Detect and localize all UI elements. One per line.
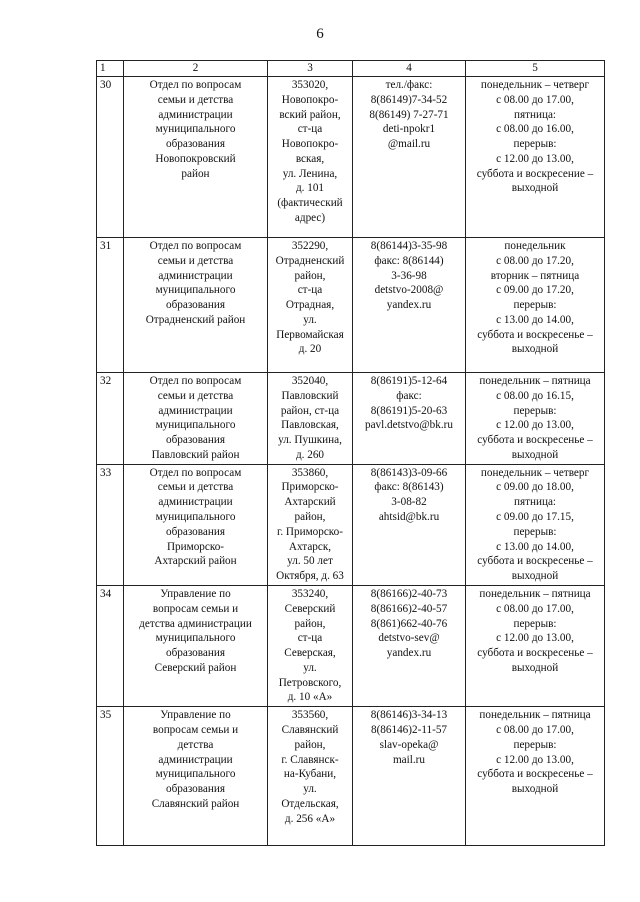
row-number: 31: [97, 238, 124, 373]
table-row: [97, 77, 605, 238]
organization-address: 353020, Новопокро- вский район, ст-ца Новопокро- вская, ул. Ленина, д. 101 (фактический адрес): [268, 77, 353, 238]
table-row: [97, 238, 605, 373]
organization-contacts: 8(86166)2-40-73 8(86166)2-40-57 8(861)662-40-76 detstvo-sev@ yandex.ru: [353, 585, 466, 706]
organization-address: 352040, Павловский район, ст-ца Павловская, ул. Пушкина, д. 260: [268, 373, 353, 465]
organization-schedule: понедельник – четверг с 08.00 до 17.00, пятница: с 08.00 до 16.00, перерыв: с 12.00 до 13.00, суббота и воскресение – выходной: [466, 77, 605, 238]
organization-contacts: 8(86144)3-35-98 факс: 8(86144) 3-36-98 detstvo-2008@ yandex.ru: [353, 238, 466, 373]
row-number: 34: [97, 585, 124, 706]
column-header: 5: [466, 61, 605, 77]
row-number: 30: [97, 77, 124, 238]
organization-contacts: 8(86191)5-12-64 факс: 8(86191)5-20-63 pavl.detstvo@bk.ru: [353, 373, 466, 465]
column-header: 4: [353, 61, 466, 77]
organization-schedule: понедельник с 08.00 до 17.20, вторник – пятница с 09.00 до 17.20, перерыв: с 13.00 до 14.00, суббота и воскресенье – выходной: [466, 238, 605, 373]
organization-contacts: тел./факс: 8(86149)7-34-52 8(86149) 7-27-71 deti-npokr1 @mail.ru: [353, 77, 466, 238]
organization-address: 353240, Северский район, ст-ца Северская, ул. Петровского, д. 10 «А»: [268, 585, 353, 706]
organization-contacts: 8(86143)3-09-66 факс: 8(86143) 3-08-82 ahtsid@bk.ru: [353, 464, 466, 585]
table-row: [97, 464, 605, 585]
column-header: 3: [268, 61, 353, 77]
organization-name: Управление по вопросам семьи и детства администрации муниципального образования Северский район: [124, 585, 268, 706]
organization-address: 352290, Отрадненский район, ст-ца Отрадная, ул. Первомайская д. 20: [268, 238, 353, 373]
organizations-table: [96, 60, 605, 846]
organization-name: Отдел по вопросам семьи и детства администрации муниципального образования Отрадненский район: [124, 238, 268, 373]
organization-name: Отдел по вопросам семьи и детства администрации муниципального образования Павловский район: [124, 373, 268, 465]
row-number: 32: [97, 373, 124, 465]
organization-schedule: понедельник – пятница с 08.00 до 17.00, перерыв: с 12.00 до 13.00, суббота и воскресенье – выходной: [466, 585, 605, 706]
table-header-row: [97, 61, 605, 77]
organization-address: 353560, Славянский район, г. Славянск- на-Кубани, ул. Отдельская, д. 256 «А»: [268, 707, 353, 846]
page-number: 6: [316, 26, 324, 42]
table-row: [97, 585, 605, 706]
column-header: 2: [124, 61, 268, 77]
organization-name: Отдел по вопросам семьи и детства администрации муниципального образования Новопокровский район: [124, 77, 268, 238]
column-header: 1: [97, 61, 124, 77]
organization-name: Управление по вопросам семьи и детства администрации муниципального образования Славянский район: [124, 707, 268, 846]
row-number: 35: [97, 707, 124, 846]
organization-contacts: 8(86146)3-34-13 8(86146)2-11-57 slav-opeka@ mail.ru: [353, 707, 466, 846]
organization-address: 353860, Приморско- Ахтарский район, г. Приморско- Ахтарск, ул. 50 лет Октября, д. 63: [268, 464, 353, 585]
organization-schedule: понедельник – пятница с 08.00 до 17.00, перерыв: с 12.00 до 13.00, суббота и воскресенье – выходной: [466, 707, 605, 846]
table-row: [97, 373, 605, 465]
table-row: [97, 707, 605, 846]
row-number: 33: [97, 464, 124, 585]
organization-schedule: понедельник – четверг с 09.00 до 18.00, пятница: с 09.00 до 17.15, перерыв: с 13.00 до 14.00, суббота и воскресенье – выходной: [466, 464, 605, 585]
organization-schedule: понедельник – пятница с 08.00 до 16.15, перерыв: с 12.00 до 13.00, суббота и воскресенье – выходной: [466, 373, 605, 465]
organization-name: Отдел по вопросам семьи и детства администрации муниципального образования Приморско- Ахтарский район: [124, 464, 268, 585]
